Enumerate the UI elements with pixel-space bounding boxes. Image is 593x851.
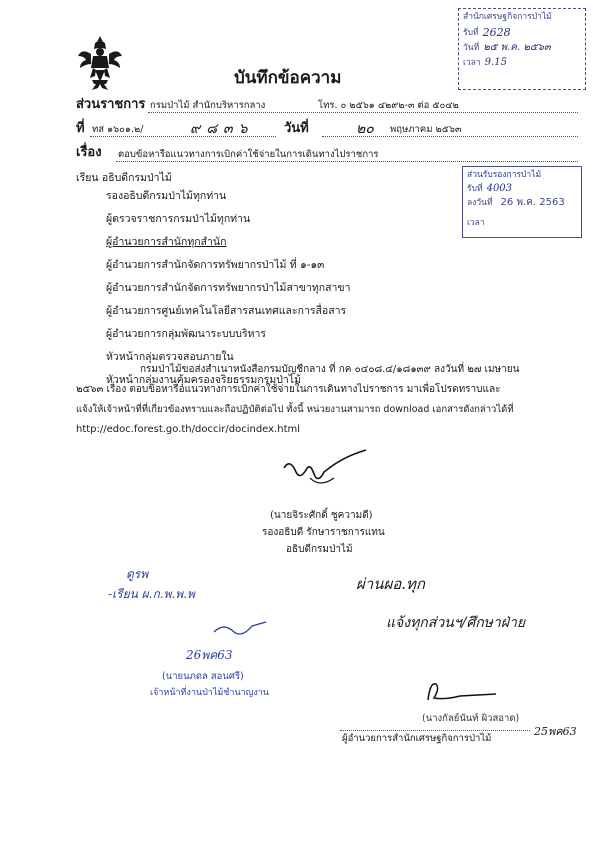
telephone: โทร. ๐ ๒๕๖๑ ๔๒๙๒-๓ ต่อ ๕๐๔๒: [318, 100, 459, 111]
stamp-division-receive-label: รับที่: [467, 184, 483, 194]
agency-value: กรมป่าไม้ สำนักบริหารกลาง: [150, 100, 266, 111]
handwritten-note-right-2: แจ้งทุกส่วนฯ/ศึกษาฝ่าย: [386, 615, 526, 631]
recipient-item: รองอธิบดีกรมป่าไม้ทุกท่าน: [106, 190, 227, 202]
recipient-item: หัวหน้ากลุ่มงานคุ้มครองจริยธรรมกรมป่าไม้: [106, 374, 302, 386]
recipient-item: ผู้อำนวยการสำนักจัดการทรัพยากรป่าไม้สาขาทุกสาขา: [106, 282, 351, 294]
agency-dotted-line: [148, 112, 578, 113]
handwritten-note-left-1: ดูรพ: [126, 567, 149, 581]
signatory-signature: [280, 448, 370, 498]
memo-title: บันทึกข้อความ: [234, 68, 342, 88]
ref-prefix: ทส ๑๖๐๑.๒/: [92, 124, 144, 135]
body-line-2: ๒๕๖๓ เรื่อง ตอบข้อหารือแนวทางการเบิกค่าใช้จ่ายในการเดินทางไปราชการ มาเพื่อโปรดทราบและ: [76, 384, 501, 395]
body-line-3: แจ้งให้เจ้าหน้าที่ที่เกี่ยวข้องทราบและถือปฏิบัติต่อไป ทั้งนี้ หน่วยงานสามารถ download เอกสารดังกล่าวได้ที่: [76, 404, 514, 415]
left-officer-position: เจ้าหน้าที่งานป่าไม้ชำนาญงาน: [150, 688, 269, 698]
date-month-year: พฤษภาคม ๒๕๖๓: [390, 124, 462, 135]
date-dotted-line: [322, 136, 578, 137]
director-name: (นางกัลย์นันท์ ผิวสอาด): [422, 713, 520, 724]
receive-stamp-division: [462, 166, 582, 238]
body-link[interactable]: http://edoc.forest.go.th/doccir/docindex.html: [76, 424, 301, 435]
signatory-position-2: อธิบดีกรมป่าไม้: [286, 544, 353, 555]
agency-label: ส่วนราชการ: [76, 97, 146, 112]
left-initial-signature: [210, 618, 270, 640]
recipient-item: ผู้อำนวยการกลุ่มพัฒนาระบบบริหาร: [106, 328, 267, 340]
stamp-time-value: 9.15: [484, 57, 507, 68]
stamp-date-label: วันที่: [463, 43, 480, 53]
recipient-list: [106, 190, 351, 387]
stamp-division-time-label: เวลา: [467, 218, 485, 228]
handwritten-note-right-1: ผ่านผอ.ทุก: [356, 575, 426, 593]
director-position: ผู้อำนวยการสำนักเศรษฐกิจการป่าไม้: [342, 733, 492, 744]
recipient-item: ผู้ตรวจราชการกรมป่าไม้ทุกท่าน: [106, 213, 251, 225]
date-label: วันที่: [284, 121, 309, 136]
director-signature: [420, 676, 500, 708]
stamp-receive-label: รับที่: [463, 28, 479, 38]
stamp-division-name: ส่วนรับรองการป่าไม้: [467, 170, 542, 180]
stamp-division-receive-number: 4003: [486, 183, 513, 194]
stamp-office-name: สำนักเศรษฐกิจการป่าไม้: [463, 12, 552, 22]
receive-stamp-office: [458, 8, 586, 90]
stamp-date-value: ๒๕ พ.ค. ๒๕๖๓: [483, 42, 551, 53]
date-day: ๒๐: [356, 121, 374, 137]
recipient-item: ผู้อำนวยการสำนักทุกสำนัก: [106, 236, 227, 248]
recipient-item: ผู้อำนวยการศูนย์เทคโนโลยีสารสนเทศและการสื่อสาร: [106, 305, 347, 317]
stamp-division-date-label: ลงวันที่: [467, 198, 493, 208]
ref-label: ที่: [76, 121, 85, 136]
stamp-receive-number: 2628: [482, 26, 511, 39]
ref-dotted-line: [90, 136, 276, 137]
recipient-item: ผู้อำนวยการสำนักจัดการทรัพยากรป่าไม้ ที่ ๑-๑๓: [106, 259, 325, 271]
signatory-name: (นายจิระศักดิ์ ชูความดี): [270, 510, 373, 521]
stamp-time-label: เวลา: [463, 58, 481, 68]
director-date-handwritten: 25พค63: [534, 725, 577, 738]
subject-value: ตอบข้อหารือแนวทางการเบิกค่าใช้จ่ายในการเดินทางไปราชการ: [118, 149, 379, 160]
stamp-division-date-value: 26 พ.ค. 2563: [500, 197, 565, 208]
subject-dotted-line: [116, 161, 578, 162]
handwritten-note-left-2: -เรียน ผ.ก.พ.พ.พ: [108, 587, 195, 601]
left-officer-name: (นายนภดล สอนศรี): [162, 671, 244, 682]
body-line-1: กรมป่าไม้ขอส่งสำเนาหนังสือกรมบัญชีกลาง ที่ กค ๐๔๐๘.๔/๑๘๑๓๙ ลงวันที่ ๒๗ เมษายน: [140, 364, 520, 375]
salutation: เรียน อธิบดีกรมป่าไม้: [76, 172, 172, 184]
handwritten-note-left-date: 26พค63: [186, 648, 233, 662]
director-dotted-line: [340, 730, 530, 731]
signatory-position-1: รองอธิบดี รักษาราชการแทน: [262, 527, 385, 538]
subject-label: เรื่อง: [76, 145, 102, 160]
ref-number: ๙๘๓๖: [190, 121, 254, 137]
recipient-item: หัวหน้ากลุ่มตรวจสอบภายใน: [106, 351, 234, 363]
garuda-emblem: [76, 34, 124, 92]
